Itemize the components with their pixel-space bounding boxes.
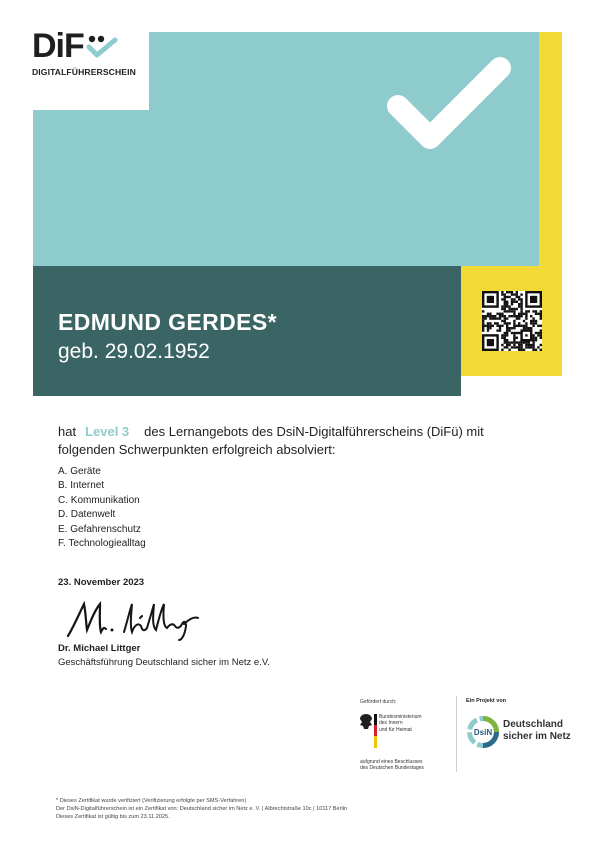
qr-module <box>525 313 527 315</box>
holder-name: EDMUND GERDES* <box>58 309 278 335</box>
qr-module <box>532 337 534 339</box>
funding-note-line: aufgrund eines Beschlusses <box>360 759 423 765</box>
list-item: C. Kommunikation <box>58 494 140 506</box>
qr-module <box>516 293 518 295</box>
ministry-line: des Innern <box>379 720 403 727</box>
qr-module <box>540 313 542 315</box>
qr-module <box>537 313 539 315</box>
qr-module <box>504 303 506 305</box>
qr-module <box>530 296 537 303</box>
qr-module <box>518 349 520 351</box>
qr-module <box>496 322 498 324</box>
qr-module <box>506 303 508 305</box>
qr-module <box>504 301 506 303</box>
qr-module <box>508 308 510 310</box>
qr-module <box>511 291 513 293</box>
qr-module <box>508 310 510 312</box>
level-badge: Level 3 <box>85 424 130 439</box>
qr-module <box>487 329 489 331</box>
qr-module <box>508 327 510 329</box>
qr-module <box>525 341 527 343</box>
qr-module <box>528 344 530 346</box>
qr-module <box>511 327 513 329</box>
qr-module <box>489 313 491 315</box>
qr-module <box>508 315 510 317</box>
qr-module <box>501 298 503 300</box>
qr-module <box>504 296 506 298</box>
qr-module <box>518 313 520 315</box>
qr-module <box>494 315 496 317</box>
qr-module <box>513 320 515 322</box>
footer-notes <box>56 797 347 822</box>
qr-module <box>532 344 534 346</box>
qr-module <box>501 315 503 317</box>
qr-module <box>513 339 515 341</box>
qr-module <box>525 325 527 327</box>
qr-module <box>511 310 513 312</box>
qr-module <box>506 291 508 293</box>
qr-module <box>508 341 510 343</box>
qr-module <box>511 308 513 310</box>
footer-line: Der DsiN-Digitalführerschein ist ein Zertifikat von: Deutschland sicher im Netz e. V. | Albrechtstraße 10c | 10117 Berlin <box>56 806 348 813</box>
qr-module <box>487 325 489 327</box>
qr-module <box>482 327 484 329</box>
qr-module <box>506 334 508 336</box>
qr-module <box>504 339 506 341</box>
org-line: sicher im Netz <box>503 730 571 742</box>
dsin-ring-icon <box>466 715 500 749</box>
qr-module <box>520 313 522 315</box>
qr-module <box>499 325 501 327</box>
qr-module <box>511 298 513 300</box>
qr-module <box>487 313 489 315</box>
qr-module <box>484 315 486 317</box>
qr-module <box>506 296 508 298</box>
qr-module <box>537 334 539 336</box>
qr-module <box>528 346 530 348</box>
qr-module <box>528 341 530 343</box>
qr-module <box>506 325 508 327</box>
qr-module <box>508 322 510 324</box>
qr-module <box>532 341 534 343</box>
qr-module <box>482 315 484 317</box>
qr-module <box>513 327 515 329</box>
qr-module <box>516 317 518 319</box>
qr-module <box>518 298 520 300</box>
qr-module <box>496 329 498 331</box>
qr-module <box>506 341 508 343</box>
qr-module <box>501 320 503 322</box>
qr-module <box>535 310 537 312</box>
qr-module <box>511 301 513 303</box>
qr-module <box>525 344 527 346</box>
qr-module <box>489 322 491 324</box>
qr-module <box>487 315 489 317</box>
qr-module <box>484 317 486 319</box>
qr-module <box>528 310 530 312</box>
qr-module <box>532 346 534 348</box>
qr-module <box>501 325 503 327</box>
qr-module <box>513 310 515 312</box>
list-item: E. Gefahrenschutz <box>58 523 141 535</box>
qr-module <box>540 317 542 319</box>
qr-module <box>511 341 513 343</box>
qr-module <box>513 337 515 339</box>
qr-module <box>513 341 515 343</box>
qr-module <box>513 298 515 300</box>
statement-suffix: des Lernangebots des DsiN-Digitalführerscheins (DiFü) mit folgenden Schwerpunkten erfolgreich absolviert: <box>58 424 484 457</box>
qr-module <box>520 293 522 295</box>
qr-module <box>518 317 520 319</box>
qr-module <box>504 305 506 307</box>
qr-module <box>482 322 484 324</box>
list-item: B. Internet <box>58 480 105 492</box>
qr-code[interactable] <box>482 291 542 351</box>
qr-module <box>518 344 520 346</box>
signature-image <box>64 596 204 642</box>
qr-module <box>523 313 525 315</box>
qr-module <box>482 320 484 322</box>
qr-module <box>489 325 491 327</box>
list-item: A. Geräte <box>58 466 101 477</box>
qr-module <box>540 325 542 327</box>
qr-module <box>532 322 534 324</box>
qr-module <box>504 293 506 295</box>
qr-module <box>523 320 525 322</box>
qr-module <box>504 332 506 334</box>
qr-module <box>518 305 520 307</box>
qr-module <box>516 325 518 327</box>
qr-module <box>504 334 506 336</box>
qr-module <box>506 322 508 324</box>
qr-module <box>540 332 542 334</box>
qr-module <box>518 303 520 305</box>
qr-module <box>520 303 522 305</box>
qr-module <box>508 291 510 293</box>
qr-module <box>530 327 532 329</box>
qr-module <box>513 301 515 303</box>
funding-note <box>360 759 424 772</box>
qr-module <box>484 325 486 327</box>
statement-prefix: hat <box>58 424 77 439</box>
dsin-mark: DsiN <box>473 728 493 737</box>
qr-module <box>482 325 484 327</box>
qr-module <box>489 317 491 319</box>
qr-module <box>501 334 503 336</box>
qr-module <box>513 344 515 346</box>
logo-wordmark: DiF <box>32 27 84 65</box>
qr-module <box>516 332 518 334</box>
qr-module <box>530 344 532 346</box>
qr-module <box>520 308 522 310</box>
qr-module <box>516 308 518 310</box>
qr-module <box>504 341 506 343</box>
qr-module <box>501 305 503 307</box>
org-line: Deutschland <box>503 719 564 730</box>
qr-module <box>496 313 498 315</box>
list-item: F. Technologiealltag <box>58 538 146 550</box>
qr-module <box>499 317 501 319</box>
qr-module <box>501 313 503 315</box>
qr-module <box>494 322 496 324</box>
qr-module <box>535 349 537 351</box>
qr-module <box>523 325 525 327</box>
qr-module <box>492 317 494 319</box>
qr-module <box>511 315 513 317</box>
qr-module <box>511 293 513 295</box>
qr-module <box>525 327 527 329</box>
qr-module <box>482 329 484 331</box>
qr-module <box>499 315 501 317</box>
qr-module <box>482 310 484 312</box>
qr-module <box>504 346 506 348</box>
qr-module <box>504 322 506 324</box>
qr-module <box>513 293 515 295</box>
qr-module <box>532 320 534 322</box>
qr-module <box>520 310 522 312</box>
qr-module <box>489 327 491 329</box>
qr-module <box>506 332 508 334</box>
qr-module <box>504 298 506 300</box>
qr-module <box>504 310 506 312</box>
qr-module <box>537 325 539 327</box>
qr-module <box>525 317 527 319</box>
qr-module <box>513 313 515 315</box>
ministry-line: und für Heimat <box>379 726 412 733</box>
qr-module <box>506 301 508 303</box>
qr-module <box>535 320 537 322</box>
qr-module <box>540 349 542 351</box>
qr-module <box>520 298 522 300</box>
qr-module <box>504 317 506 319</box>
qr-module <box>518 325 520 327</box>
qr-module <box>508 349 510 351</box>
qr-module <box>487 327 489 329</box>
qr-module <box>540 310 542 312</box>
qr-module <box>506 305 508 307</box>
qr-module <box>516 346 518 348</box>
qr-module <box>520 349 522 351</box>
qr-module <box>535 339 537 341</box>
qr-module <box>523 349 525 351</box>
qr-module <box>535 337 537 339</box>
qr-module <box>540 344 542 346</box>
qr-module <box>506 346 508 348</box>
qr-module <box>525 315 527 317</box>
signer-name: Dr. Michael Littger <box>58 643 141 654</box>
qr-module <box>501 308 503 310</box>
funding-note-line: des Deutschen Bundestages <box>360 765 424 772</box>
check-icon <box>384 54 514 158</box>
qr-module <box>530 346 532 348</box>
qr-module <box>516 337 518 339</box>
qr-module <box>501 349 503 351</box>
qr-module <box>532 310 534 312</box>
qr-module <box>537 346 539 348</box>
qr-module <box>508 305 510 307</box>
qr-module <box>504 337 506 339</box>
partner-divider <box>456 696 457 772</box>
qr-module <box>518 322 520 324</box>
qr-module <box>513 325 515 327</box>
qr-module <box>540 337 542 339</box>
qr-module <box>518 341 520 343</box>
qr-module <box>504 315 506 317</box>
qr-module <box>494 317 496 319</box>
qr-module <box>516 291 518 293</box>
qr-module <box>535 322 537 324</box>
qr-module <box>532 317 534 319</box>
qr-module <box>520 344 522 346</box>
qr-module <box>540 329 542 331</box>
qr-module <box>511 332 513 334</box>
qr-module <box>532 325 534 327</box>
logo-check-icon <box>86 34 118 62</box>
qr-module <box>513 334 515 336</box>
qr-module <box>520 301 522 303</box>
qr-module <box>501 344 503 346</box>
list-item: D. Datenwelt <box>58 509 116 521</box>
qr-module <box>513 308 515 310</box>
qr-module <box>537 332 539 334</box>
qr-module <box>532 334 534 336</box>
qr-module <box>516 315 518 317</box>
qr-module <box>506 339 508 341</box>
qr-module <box>499 327 501 329</box>
qr-module <box>520 325 522 327</box>
project-organisation <box>503 719 571 742</box>
qr-module <box>518 315 520 317</box>
qr-module <box>540 334 542 336</box>
ministry-line: Bundesministerium <box>379 714 422 720</box>
qr-module <box>523 341 525 343</box>
qr-module <box>540 315 542 317</box>
qr-module <box>482 317 484 319</box>
qr-module <box>520 341 522 343</box>
qr-module <box>508 329 510 331</box>
qr-module <box>516 341 518 343</box>
qr-module <box>487 322 489 324</box>
qr-module <box>518 296 520 298</box>
qr-module <box>513 346 515 348</box>
qr-module <box>525 322 527 324</box>
topic-list <box>58 465 146 551</box>
qr-module <box>530 315 532 317</box>
signer-role: Geschäftsführung Deutschland sicher im Netz e.V. <box>58 657 270 668</box>
qr-module <box>528 327 530 329</box>
qr-module <box>520 305 522 307</box>
qr-module <box>506 317 508 319</box>
issue-date: 23. November 2023 <box>58 577 145 588</box>
qr-module <box>532 339 534 341</box>
qr-module <box>504 308 506 310</box>
qr-module <box>501 293 503 295</box>
qr-module <box>530 320 532 322</box>
qr-module <box>496 325 498 327</box>
federal-eagle-icon <box>360 713 378 749</box>
qr-module <box>506 344 508 346</box>
qr-module <box>518 332 520 334</box>
qr-module <box>501 291 503 293</box>
qr-module <box>508 296 510 298</box>
qr-module <box>520 346 522 348</box>
qr-module <box>492 315 494 317</box>
qr-module <box>535 313 537 315</box>
qr-module <box>525 346 527 348</box>
qr-module <box>487 339 494 346</box>
qr-module <box>525 310 527 312</box>
holder-birthdate: geb. 29.02.1952 <box>58 340 210 363</box>
footer-line: * Dieses Zertifikat wurde verifiziert (Verifizierung erfolgte per SMS-Verfahren) <box>56 798 247 804</box>
qr-module <box>535 332 537 334</box>
qr-module <box>506 310 508 312</box>
qr-module <box>506 329 508 331</box>
qr-module <box>523 327 525 329</box>
qr-module <box>489 315 491 317</box>
qr-module <box>513 332 515 334</box>
certificate-statement <box>58 423 528 459</box>
funding-label: Gefördert durch: <box>360 699 397 705</box>
qr-module <box>532 349 534 351</box>
qr-module <box>504 320 506 322</box>
qr-module <box>511 346 513 348</box>
qr-module <box>530 322 532 324</box>
qr-module <box>492 325 494 327</box>
qr-module <box>501 337 503 339</box>
ministry-name <box>379 714 422 733</box>
qr-module <box>506 327 508 329</box>
qr-module <box>516 296 518 298</box>
qr-module <box>516 301 518 303</box>
qr-module <box>496 317 498 319</box>
qr-module <box>487 296 494 303</box>
project-label: Ein Projekt von <box>466 698 507 704</box>
qr-module <box>513 322 515 324</box>
footer-line: Dieses Zertifikat ist gültig bis zum 23.11.2025. <box>56 814 170 821</box>
qr-module <box>508 344 510 346</box>
qr-module <box>511 303 513 305</box>
qr-module <box>499 329 501 331</box>
qr-module <box>499 313 501 315</box>
qr-module <box>520 315 522 317</box>
logo-subtitle: DIGITALFÜHRERSCHEIN <box>32 67 136 77</box>
qr-module <box>513 315 515 317</box>
qr-module <box>525 334 527 336</box>
qr-module <box>518 346 520 348</box>
